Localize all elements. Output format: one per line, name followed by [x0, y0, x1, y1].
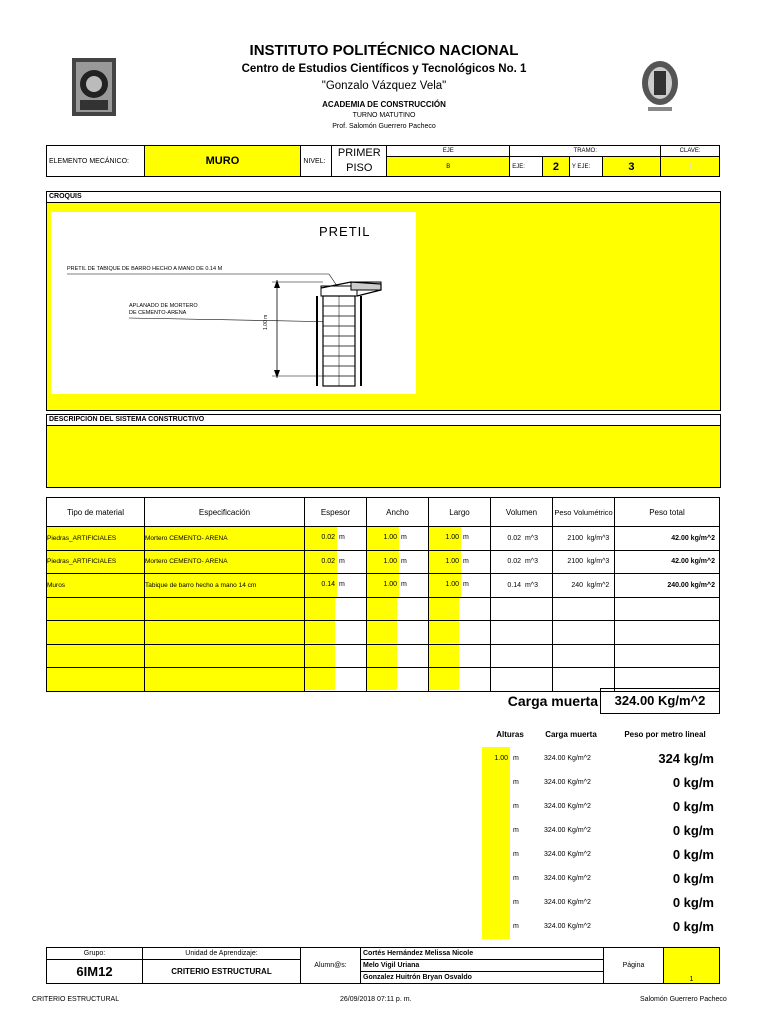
heights-header-carga: Carga muerta: [545, 730, 597, 739]
drawing-label-aplanado-2: DE CEMENTO-ARENA: [129, 310, 187, 316]
peso-lineal-value: 0 kg/m: [672, 847, 714, 862]
croquis-section: [46, 191, 721, 411]
cell-peso-vol: [553, 621, 615, 645]
cell-peso-total: [615, 621, 720, 645]
header-peso-volumetrico: Peso Volumétrico: [553, 498, 615, 527]
cell-peso-total: [615, 644, 720, 668]
cell-volumen: [491, 621, 553, 645]
table-row-empty: [47, 621, 720, 645]
header-tipo: Tipo de material: [47, 498, 145, 527]
elemento-value: MURO: [144, 146, 301, 177]
height-row: [480, 867, 740, 891]
pretil-drawing: [51, 212, 416, 394]
ancho-value: 1.00: [367, 551, 399, 574]
ancho-unit: m: [401, 534, 407, 541]
table-row: [47, 527, 720, 551]
cell-peso-vol: [553, 550, 615, 574]
cell-especificacion[interactable]: [145, 621, 305, 645]
tramo-label: TRAMO:: [510, 146, 661, 157]
eje-header: EJE: [387, 146, 510, 157]
unidad-value: CRITERIO ESTRUCTURAL: [143, 960, 301, 984]
info-table: [46, 145, 720, 177]
carga-value: 324.00 Kg/m^2: [544, 923, 591, 930]
header-espesor: Espesor: [305, 498, 367, 527]
tramo-yeje-value: 3: [602, 157, 661, 177]
grupo-value: 6IM12: [47, 960, 143, 984]
alumno-1: Cortés Hernández Melissa Nicole: [361, 948, 604, 960]
academy-name: ACADEMIA DE CONSTRUCCIÓN: [322, 100, 446, 109]
largo-unit: m: [463, 534, 469, 541]
espesor-value: 0.02: [305, 551, 337, 574]
drawing-label-aplanado-1: APLANADO DE MORTERO: [129, 303, 198, 309]
croquis-title: CROQUIS: [47, 192, 720, 203]
header-largo: Largo: [429, 498, 491, 527]
volumen-value: 0.02: [507, 534, 521, 542]
institution-title: INSTITUTO POLITÉCNICO NACIONAL: [249, 42, 519, 59]
cell-volumen: [491, 550, 553, 574]
cell-volumen: [491, 574, 553, 598]
alumno-2: Melo Vigil Uriana: [361, 960, 604, 972]
height-row: [480, 819, 740, 843]
cell-tipo[interactable]: [47, 644, 145, 668]
table-row-empty: [47, 644, 720, 668]
peso-lineal-value: 324 kg/m: [658, 751, 714, 766]
page-footer-center: 26/09/2018 07:11 p. m.: [340, 996, 412, 1003]
grupo-label: Grupo:: [47, 948, 143, 960]
tramo-yeje-label: Y EJE:: [569, 157, 602, 177]
cell-largo[interactable]: [429, 644, 491, 668]
espesor-unit: m: [339, 557, 345, 565]
drawing-label-pretil: PRETIL DE TABIQUE DE BARRO HECHO A MANO DE 0.14 M: [67, 266, 223, 272]
nivel-line-2: PISO: [346, 162, 373, 174]
alumnos-label: Alumn@s:: [301, 948, 361, 984]
height-row: [480, 747, 740, 771]
cell-tipo[interactable]: [47, 668, 145, 692]
header-peso-total: Peso total: [615, 498, 720, 527]
peso-vol-value: 2100: [567, 534, 583, 542]
cell-volumen: [491, 668, 553, 692]
altura-unit: m: [513, 803, 519, 810]
descripcion-section: [46, 414, 721, 488]
espesor-value: 0.14: [305, 574, 337, 597]
altura-unit: m: [513, 923, 519, 930]
croquis-area: [47, 203, 720, 410]
header-ancho: Ancho: [367, 498, 429, 527]
nivel-label: NIVEL:: [301, 146, 332, 177]
cell-especificacion[interactable]: [145, 668, 305, 692]
altura-unit: m: [513, 851, 519, 858]
cell-largo[interactable]: [429, 668, 491, 692]
volumen-unit: m^3: [524, 558, 538, 566]
carga-value: 324.00 Kg/m^2: [544, 875, 591, 882]
altura-unit: m: [513, 755, 519, 762]
cell-espesor[interactable]: [305, 574, 367, 598]
altura-unit: m: [513, 875, 519, 882]
cell-especificacion[interactable]: [145, 597, 305, 621]
cell-largo[interactable]: [429, 574, 491, 598]
cell-peso-total: 42.00 kg/m^2: [615, 527, 720, 551]
espesor-value: 0.02: [305, 527, 337, 550]
altura-unit: m: [513, 827, 519, 834]
carga-muerta-label: Carga muerta: [507, 693, 598, 709]
cell-espesor[interactable]: [305, 621, 367, 645]
height-row: [480, 843, 740, 867]
volumen-unit: m^3: [524, 581, 538, 589]
largo-value: 1.00: [429, 574, 461, 597]
cell-tipo[interactable]: [47, 621, 145, 645]
pagina-value: 1: [664, 948, 720, 984]
table-row: [47, 550, 720, 574]
cell-tipo[interactable]: Piedras_ARTIFICIALES: [47, 550, 145, 574]
shift-label: TURNO MATUTINO: [352, 112, 416, 119]
pagina-label: Página: [604, 948, 664, 984]
altura-unit: m: [513, 779, 519, 786]
eje-value: B: [387, 157, 510, 177]
header-especificacion: Especificación: [145, 498, 305, 527]
table-row: [47, 574, 720, 598]
altura-unit: m: [513, 899, 519, 906]
cell-volumen: [491, 597, 553, 621]
cell-espesor[interactable]: [305, 597, 367, 621]
cell-tipo[interactable]: Muros: [47, 574, 145, 598]
elemento-label: ELEMENTO MECÁNICO:: [47, 146, 145, 177]
ancho-value: 1.00: [367, 574, 399, 597]
cell-ancho[interactable]: [367, 574, 429, 598]
materials-table: [46, 497, 720, 692]
unidad-label: Unidad de Aprendizaje:: [143, 948, 301, 960]
institution-subtitle: Centro de Estudios Científicos y Tecnológicos No. 1: [241, 63, 527, 75]
tramo-eje-label: EJE:: [510, 157, 543, 177]
peso-vol-unit: kg/m^2: [586, 581, 610, 589]
descripcion-area[interactable]: [47, 426, 720, 487]
carga-value: 324.00 Kg/m^2: [544, 851, 591, 858]
carga-muerta-total: 324.00 Kg/m^2: [600, 688, 720, 714]
alumno-3: Gonzalez Huitrón Bryan Osvaldo: [361, 972, 604, 984]
peso-lineal-value: 0 kg/m: [672, 775, 714, 790]
header-volumen: Volumen: [491, 498, 553, 527]
peso-vol-value: 240: [571, 581, 583, 589]
ancho-value: 1.00: [367, 527, 399, 550]
tramo-eje-value: 2: [543, 157, 570, 177]
cell-especificacion[interactable]: [145, 644, 305, 668]
cell-especificacion[interactable]: Mortero CEMENTO- ARENA: [145, 527, 305, 551]
drawing-title: PRETIL: [319, 224, 371, 239]
ancho-unit: m: [401, 581, 407, 588]
carga-value: 324.00 Kg/m^2: [544, 755, 591, 762]
table-row-empty: [47, 597, 720, 621]
carga-value: 324.00 Kg/m^2: [544, 803, 591, 810]
cell-volumen: [491, 644, 553, 668]
height-row: [480, 771, 740, 795]
peso-lineal-value: 0 kg/m: [672, 823, 714, 838]
peso-lineal-value: 0 kg/m: [672, 919, 714, 934]
clave-value: I: [661, 157, 720, 177]
height-row: [480, 915, 740, 939]
largo-unit: m: [463, 557, 469, 565]
volumen-value: 0.02: [507, 558, 521, 566]
cell-peso-vol: [553, 644, 615, 668]
peso-vol-value: 2100: [567, 558, 583, 566]
carga-value: 324.00 Kg/m^2: [544, 899, 591, 906]
largo-value: 1.00: [429, 551, 461, 574]
cell-espesor[interactable]: [305, 550, 367, 574]
cell-especificacion[interactable]: Tabique de barro hecho a mano 14 cm: [145, 574, 305, 598]
cell-peso-total: [615, 597, 720, 621]
cell-espesor[interactable]: [305, 527, 367, 551]
peso-lineal-value: 0 kg/m: [672, 871, 714, 886]
volumen-unit: m^3: [524, 534, 538, 542]
largo-value: 1.00: [429, 527, 461, 550]
cell-largo[interactable]: [429, 621, 491, 645]
heights-header-alturas: Alturas: [496, 730, 524, 739]
clave-label: CLAVE:: [661, 146, 720, 157]
descripcion-title: DESCRIPCIÓN DEL SISTEMA CONSTRUCTIVO: [47, 415, 720, 426]
cell-largo[interactable]: [429, 550, 491, 574]
peso-lineal-value: 0 kg/m: [672, 895, 714, 910]
peso-vol-unit: kg/m^3: [586, 558, 610, 566]
school-name: "Gonzalo Vázquez Vela": [321, 80, 447, 92]
cell-peso-total: 240.00 kg/m^2: [615, 574, 720, 598]
page-footer-right: Salomón Guerrero Pacheco: [640, 996, 727, 1003]
cell-peso-vol: [553, 597, 615, 621]
altura-value[interactable]: 1.00: [494, 755, 508, 762]
footer-table: [46, 947, 720, 984]
cell-tipo[interactable]: [47, 597, 145, 621]
carga-value: 324.00 Kg/m^2: [544, 779, 591, 786]
cell-ancho[interactable]: [367, 550, 429, 574]
largo-unit: m: [463, 581, 469, 588]
volumen-value: 0.14: [507, 581, 521, 589]
cell-ancho[interactable]: [367, 527, 429, 551]
cell-largo[interactable]: [429, 527, 491, 551]
cell-ancho[interactable]: [367, 597, 429, 621]
professor-name: Prof. Salomón Guerrero Pacheco: [332, 123, 436, 130]
cell-ancho[interactable]: [367, 668, 429, 692]
cell-ancho[interactable]: [367, 621, 429, 645]
cell-especificacion[interactable]: Mortero CEMENTO- ARENA: [145, 550, 305, 574]
peso-vol-unit: kg/m^3: [586, 534, 610, 542]
croquis-drawing: [51, 212, 416, 394]
cell-peso-total: 42.00 kg/m^2: [615, 550, 720, 574]
cell-tipo[interactable]: Piedras_ARTIFICIALES: [47, 527, 145, 551]
cell-peso-vol: [553, 527, 615, 551]
espesor-unit: m: [339, 534, 345, 541]
cell-ancho[interactable]: [367, 644, 429, 668]
height-row: [480, 891, 740, 915]
espesor-unit: m: [339, 581, 345, 588]
nivel-value: [332, 146, 387, 177]
cell-peso-vol: [553, 574, 615, 598]
drawing-dimension-label: 1.00 m: [263, 314, 269, 330]
ancho-unit: m: [401, 557, 407, 565]
carga-value: 324.00 Kg/m^2: [544, 827, 591, 834]
heights-header-peso: Peso por metro lineal: [624, 730, 706, 739]
cell-volumen: [491, 527, 553, 551]
nivel-line-1: PRIMER: [337, 147, 381, 159]
page-footer-left: CRITERIO ESTRUCTURAL: [32, 996, 120, 1003]
height-row: [480, 795, 740, 819]
cell-largo[interactable]: [429, 597, 491, 621]
cell-espesor[interactable]: [305, 668, 367, 692]
cell-espesor[interactable]: [305, 644, 367, 668]
peso-lineal-value: 0 kg/m: [672, 799, 714, 814]
